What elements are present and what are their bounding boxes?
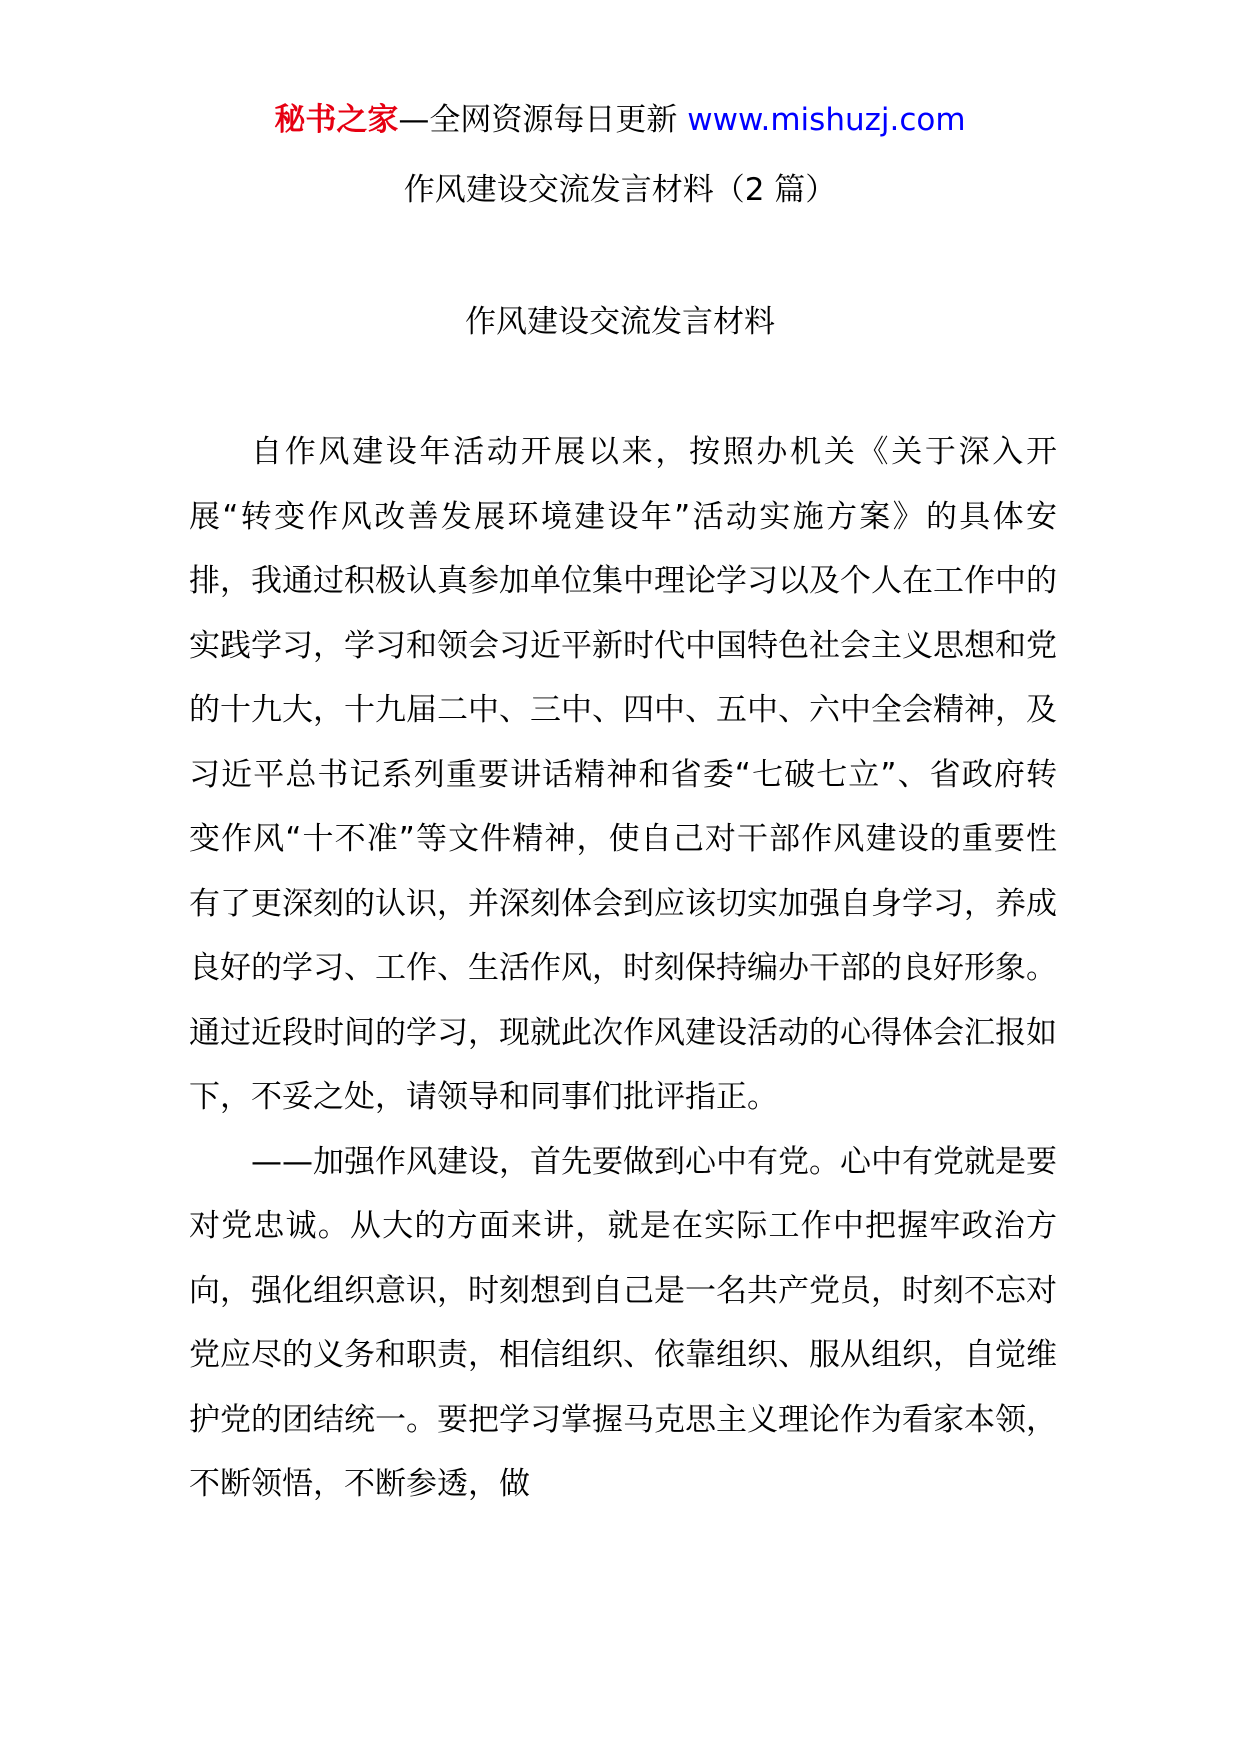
site-url-link[interactable]: www.mishuzj.com (687, 102, 966, 138)
document-body (189, 420, 1057, 1517)
document-title: 作风建设交流发言材料（2 篇） (403, 172, 837, 208)
header-tagline: —全网资源每日更新 (398, 102, 688, 138)
site-header (0, 98, 1240, 142)
brand-name: 秘书之家 (274, 102, 399, 138)
document-subtitle: 作风建设交流发言材料 (465, 304, 775, 340)
body-paragraph: 自作风建设年活动开展以来，按照办机关《关于深入开展“转变作风改善发展环境建设年”活动实施方案》的具体安排，我通过积极认真参加单位集中理论学习以及个人在工作中的实践学习，学习和领会习近平新时代中国特色社会主义思想和党的十九大，十九届二中、三中、四中、五中、六中全会精神，及习近平总书记系列重要讲话精神和省委“七破七立”、省政府转变作风“十不准”等文件精神，使自己对干部作风建设的重要性有了更深刻的认识，并深刻体会到应该切实加强自身学习，养成良好的学习、工作、生活作风，时刻保持编办干部的良好形象。通过近段时间的学习，现就此次作风建设活动的心得体会汇报如下，不妥之处，请领导和同事们批评指正。 (189, 434, 1057, 1115)
body-paragraph: ——加强作风建设，首先要做到心中有党。心中有党就是要对党忠诚。从大的方面来讲，就是在实际工作中把握牢政治方向，强化组织意识，时刻想到自己是一名共产党员，时刻不忘对党应尽的义务和职责，相信组织、依靠组织、服从组织，自觉维护党的团结统一。要把学习掌握马克思主义理论作为看家本领，不断领悟，不断参透，做 (189, 1143, 1057, 1502)
